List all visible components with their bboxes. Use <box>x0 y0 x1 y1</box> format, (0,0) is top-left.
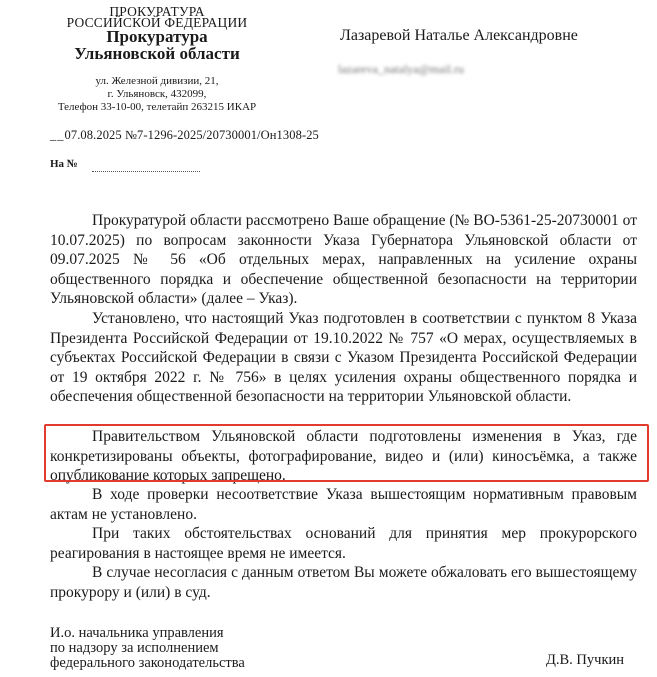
body-paragraph-2: Установлено, что настоящий Указ подготовлен в соответствии с пунктом 8 Указа Президента Российской Федерации от 19.10.2022 № 757 «О мерах, осуществляемых в субъектах Российской Федерации в связи с Указом Президента Российской Федерации от 19 октября 2022 г. № 756» в целях усиления охраны общественного порядка и обеспечения общественной безопасности на территории Ульяновской области. <box>50 310 637 405</box>
highlight-box <box>44 424 649 482</box>
sender-agency-line2: РОССИЙСКОЙ ФЕДЕРАЦИИ <box>66 15 248 30</box>
recipient-redacted-contact: lazareva_natalya@mail.ru <box>338 62 464 76</box>
sender-office-title: Прокуратура <box>106 27 208 46</box>
body-paragraph-5: При таких обстоятельствах оснований для принятия мер прокурорского реагирования в настоящее время не имеется. <box>50 525 637 562</box>
body-paragraph-1: Прокуратурой области рассмотрено Ваше обращение (№ ВО-5361-25-20730001 от 10.07.2025) по вопросам законности Указа Губернатора Ульяновской области от 09.07.2025 № 56 «Об отдельных мерах, направленных на усиление охраны общественного порядка и обеспечение общественной безопасности на территории Ульяновской области» (далее – Указ). <box>50 212 637 307</box>
signatory-position-line1: И.о. начальника управления <box>50 625 224 641</box>
sender-office-region: Ульяновской области <box>74 44 240 63</box>
body-paragraph-6: В случае несогласия с данным ответом Вы можете обжаловать его вышестоящему прокурору и (или) в суд. <box>50 564 637 601</box>
incoming-reference-blank-line <box>92 171 200 172</box>
sender-contacts: Телефон 33-10-00, телетайп 263215 ИКАР <box>57 101 257 113</box>
reference-dash: __ <box>50 128 65 142</box>
signatory-position <box>50 626 245 671</box>
signatory-name: Д.В. Пучкин <box>546 652 625 668</box>
body-paragraph-3: Правительством Ульяновской области подготовлены изменения в Указ, где конкретизированы объекты, фотографирование, видео и (или) киносъёмка, а также опубликование которых запрещено. <box>50 428 637 484</box>
body-paragraph-4: В ходе проверки несоответствие Указа вышестоящим нормативным правовым актам не установлено. <box>50 486 637 523</box>
signatory-position-line2: по надзору за исполнением <box>50 640 219 656</box>
recipient-name: Лазаревой Наталье Александровне <box>340 27 578 44</box>
sender-agency-line1: ПРОКУРАТУРА <box>109 4 205 19</box>
incoming-reference-label: На № <box>50 158 78 170</box>
outgoing-reference <box>50 128 319 143</box>
reference-date-number: 07.08.2025 №7-1296-2025/20730001/Он1308-25 <box>64 128 319 142</box>
sender-address-street: ул. Железной дивизии, 21, <box>95 75 219 87</box>
signatory-position-line3: федерального законодательства <box>50 655 245 671</box>
sender-address-city: г. Ульяновск, 432099, <box>107 88 207 100</box>
